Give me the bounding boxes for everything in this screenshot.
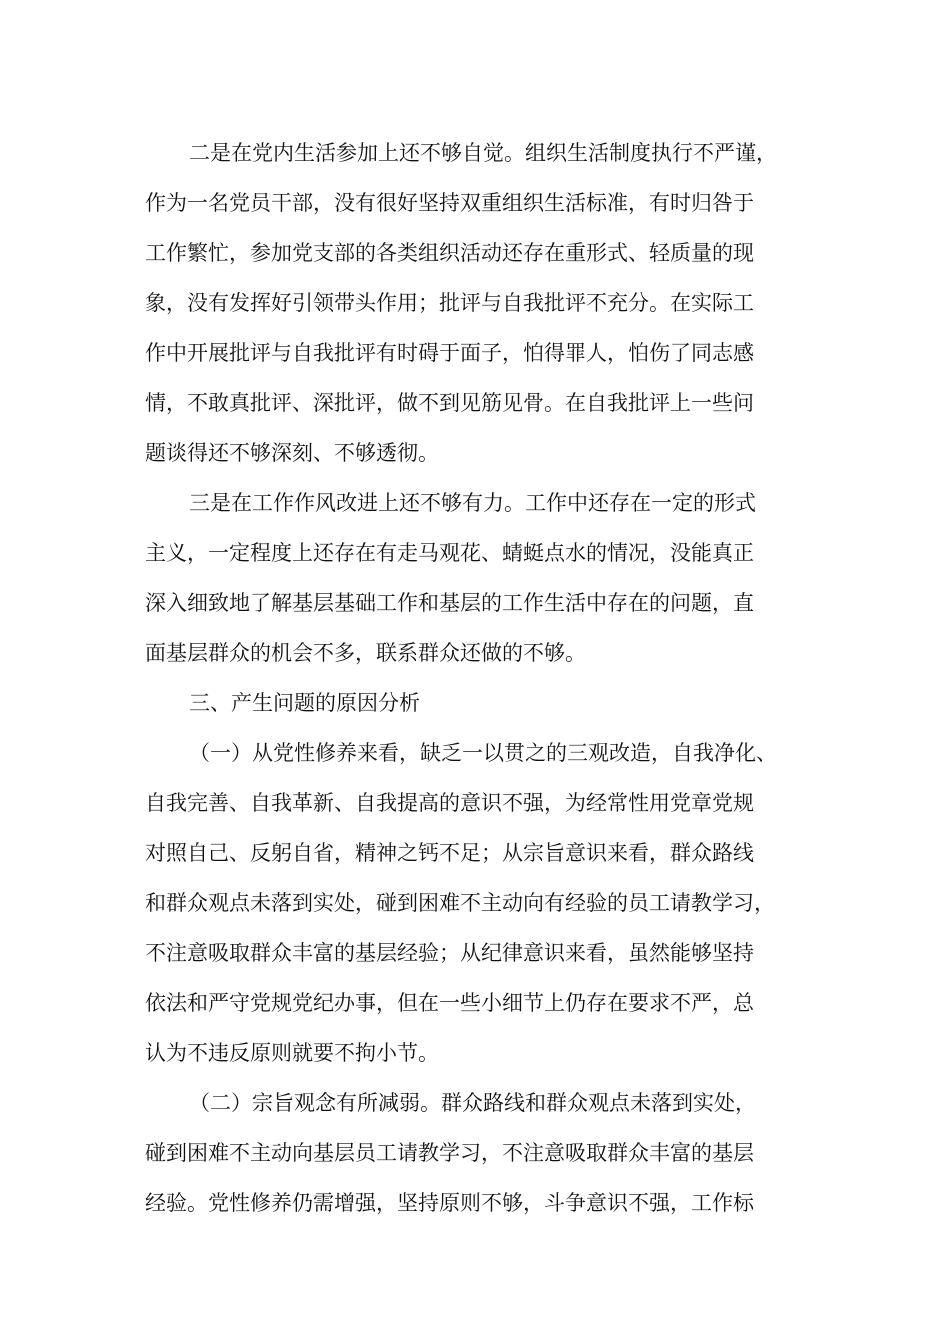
text-line: 认为不违反原则就要不拘小节。 bbox=[145, 1041, 439, 1065]
text-line: 不注意吸取群众丰富的基层经验；从纪律意识来看，虽然能够坚持 bbox=[145, 941, 754, 965]
text-line: 主义，一定程度上还存在有走马观花、蜻蜓点水的情况，没能真正 bbox=[145, 541, 754, 565]
section-heading: 三、产生问题的原因分析 bbox=[189, 691, 420, 715]
text-line: 题谈得还不够深刻、不够透彻。 bbox=[145, 441, 439, 465]
text-line: 作为一名党员干部，没有很好坚持双重组织生活标准，有时归咎于 bbox=[145, 191, 754, 215]
text-line: （二）宗旨观念有所减弱。群众路线和群众观点未落到实处， bbox=[189, 1091, 756, 1115]
text-line: 面基层群众的机会不多，联系群众还做的不够。 bbox=[145, 641, 586, 665]
text-line: 工作繁忙，参加党支部的各类组织活动还存在重形式、轻质量的现 bbox=[145, 241, 754, 265]
text-line: 象，没有发挥好引领带头作用；批评与自我批评不充分。在实际工 bbox=[145, 291, 754, 315]
text-line: 作中开展批评与自我批评有时碍于面子，怕得罪人，怕伤了同志感 bbox=[145, 341, 754, 365]
text-line: 情，不敢真批评、深批评，做不到见筋见骨。在自我批评上一些问 bbox=[145, 391, 754, 415]
text-line: 和群众观点未落到实处，碰到困难不主动向有经验的员工请教学习， bbox=[145, 891, 775, 915]
text-line: 经验。党性修养仍需增强，坚持原则不够，斗争意识不强，工作标 bbox=[145, 1191, 754, 1215]
document-body bbox=[145, 128, 817, 1228]
text-line: 依法和严守党规党纪办事，但在一些小细节上仍存在要求不严，总 bbox=[145, 991, 754, 1015]
text-line: 自我完善、自我革新、自我提高的意识不强，为经常性用党章党规 bbox=[145, 791, 754, 815]
text-line: 深入细致地了解基层基础工作和基层的工作生活中存在的问题，直 bbox=[145, 591, 754, 615]
text-line: 二是在党内生活参加上还不够自觉。组织生活制度执行不严谨， bbox=[189, 141, 777, 165]
text-line: 对照自己、反躬自省，精神之钙不足；从宗旨意识来看，群众路线 bbox=[145, 841, 754, 865]
text-line: 三是在工作作风改进上还不够有力。工作中还存在一定的形式 bbox=[189, 491, 756, 515]
text-line: 碰到困难不主动向基层员工请教学习，不注意吸取群众丰富的基层 bbox=[145, 1141, 754, 1165]
text-line: （一）从党性修养来看，缺乏一以贯之的三观改造，自我净化、 bbox=[189, 741, 777, 765]
